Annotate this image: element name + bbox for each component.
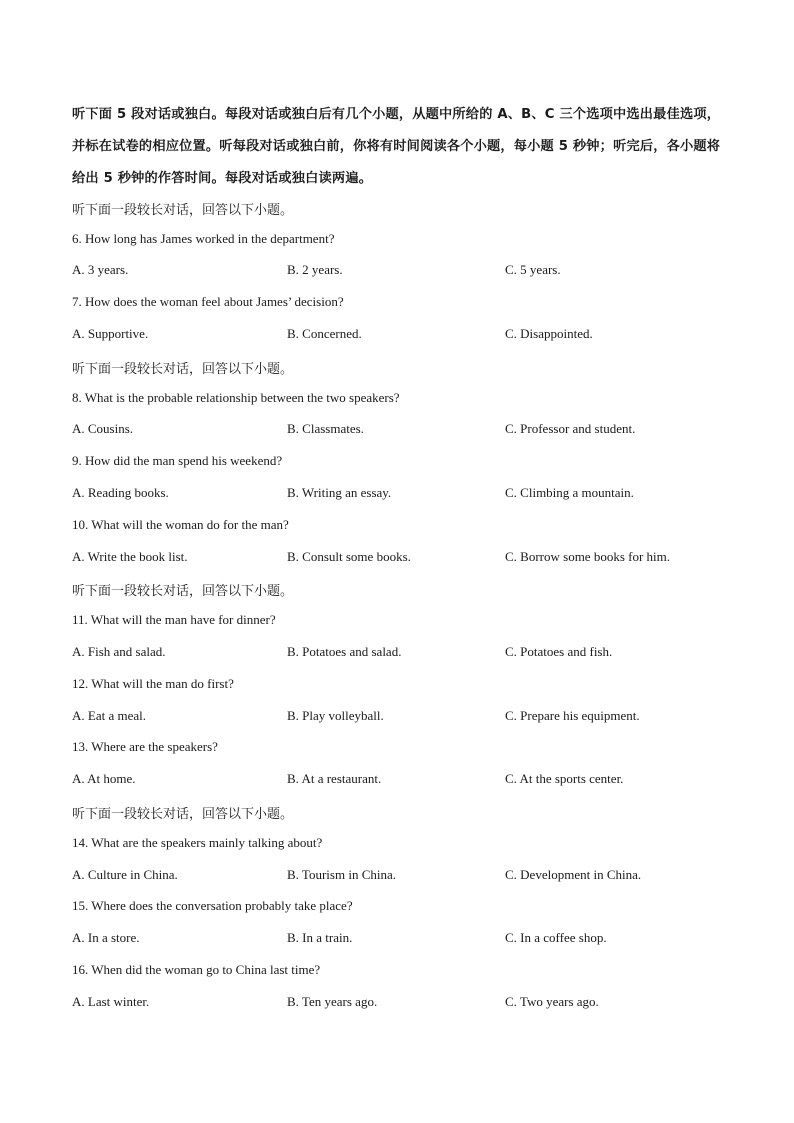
option-7a[interactable]: A. Supportive. (72, 326, 149, 341)
question-15: 15. Where does the conversation probably take place? (72, 898, 353, 913)
question-6: 6. How long has James worked in the department? (72, 231, 335, 246)
option-8a[interactable]: A. Cousins. (72, 421, 134, 436)
option-13b[interactable]: B. At a restaurant. (287, 771, 382, 786)
option-12c[interactable]: C. Prepare his equipment. (505, 708, 640, 723)
question-13: 13. Where are the speakers? (72, 739, 218, 754)
option-14b[interactable]: B. Tourism in China. (287, 867, 396, 882)
question-14: 14. What are the speakers mainly talking about? (72, 835, 323, 850)
question-11: 11. What will the man have for dinner? (72, 612, 276, 627)
option-9b[interactable]: B. Writing an essay. (287, 485, 392, 500)
listening-instructions (72, 99, 724, 195)
option-11a[interactable]: A. Fish and salad. (72, 644, 166, 659)
option-11b[interactable]: B. Potatoes and salad. (287, 644, 402, 659)
option-7b[interactable]: B. Concerned. (287, 326, 362, 341)
question-16: 16. When did the woman go to China last time? (72, 962, 321, 977)
question-9: 9. How did the man spend his weekend? (72, 453, 283, 468)
section-prompt: 听下面一段较长对话，回答以下小题。 (72, 584, 294, 599)
option-10a[interactable]: A. Write the book list. (72, 549, 188, 564)
option-6c[interactable]: C. 5 years. (505, 262, 561, 277)
option-11c[interactable]: C. Potatoes and fish. (505, 644, 613, 659)
option-14c[interactable]: C. Development in China. (505, 867, 642, 882)
option-6a[interactable]: A. 3 years. (72, 262, 129, 277)
option-10b[interactable]: B. Consult some books. (287, 549, 411, 564)
option-13a[interactable]: A. At home. (72, 771, 136, 786)
section-prompt: 听下面一段较长对话，回答以下小题。 (72, 362, 294, 377)
option-16c[interactable]: C. Two years ago. (505, 994, 599, 1009)
instructions-text: 听下面 5 段对话或独白。每段对话或独白后有几个小题，从题中所给的 A、B、C 三个选项中选出最佳选项，并标在试卷的相应位置。听每段对话或独白前，你将有时间阅读各个小题，每小题 5 秒钟；听完后，各小题将给出 5 秒钟的作答时间。每段对话或独白读两遍。 (72, 107, 721, 186)
option-15c[interactable]: C. In a coffee shop. (505, 930, 607, 945)
question-7: 7. How does the woman feel about James’ decision? (72, 294, 344, 309)
section-prompt: 听下面一段较长对话，回答以下小题。 (72, 203, 294, 218)
option-6b[interactable]: B. 2 years. (287, 262, 343, 277)
option-9c[interactable]: C. Climbing a mountain. (505, 485, 634, 500)
option-16b[interactable]: B. Ten years ago. (287, 994, 378, 1009)
question-8: 8. What is the probable relationship between the two speakers? (72, 390, 400, 405)
question-12: 12. What will the man do first? (72, 676, 234, 691)
option-16a[interactable]: A. Last winter. (72, 994, 150, 1009)
option-9a[interactable]: A. Reading books. (72, 485, 169, 500)
question-10: 10. What will the woman do for the man? (72, 517, 289, 532)
option-7c[interactable]: C. Disappointed. (505, 326, 593, 341)
option-15a[interactable]: A. In a store. (72, 930, 140, 945)
option-12b[interactable]: B. Play volleyball. (287, 708, 384, 723)
option-10c[interactable]: C. Borrow some books for him. (505, 549, 671, 564)
option-14a[interactable]: A. Culture in China. (72, 867, 178, 882)
option-8c[interactable]: C. Professor and student. (505, 421, 636, 436)
section-prompt: 听下面一段较长对话，回答以下小题。 (72, 807, 294, 822)
option-12a[interactable]: A. Eat a meal. (72, 708, 146, 723)
option-13c[interactable]: C. At the sports center. (505, 771, 624, 786)
option-15b[interactable]: B. In a train. (287, 930, 353, 945)
option-8b[interactable]: B. Classmates. (287, 421, 364, 436)
